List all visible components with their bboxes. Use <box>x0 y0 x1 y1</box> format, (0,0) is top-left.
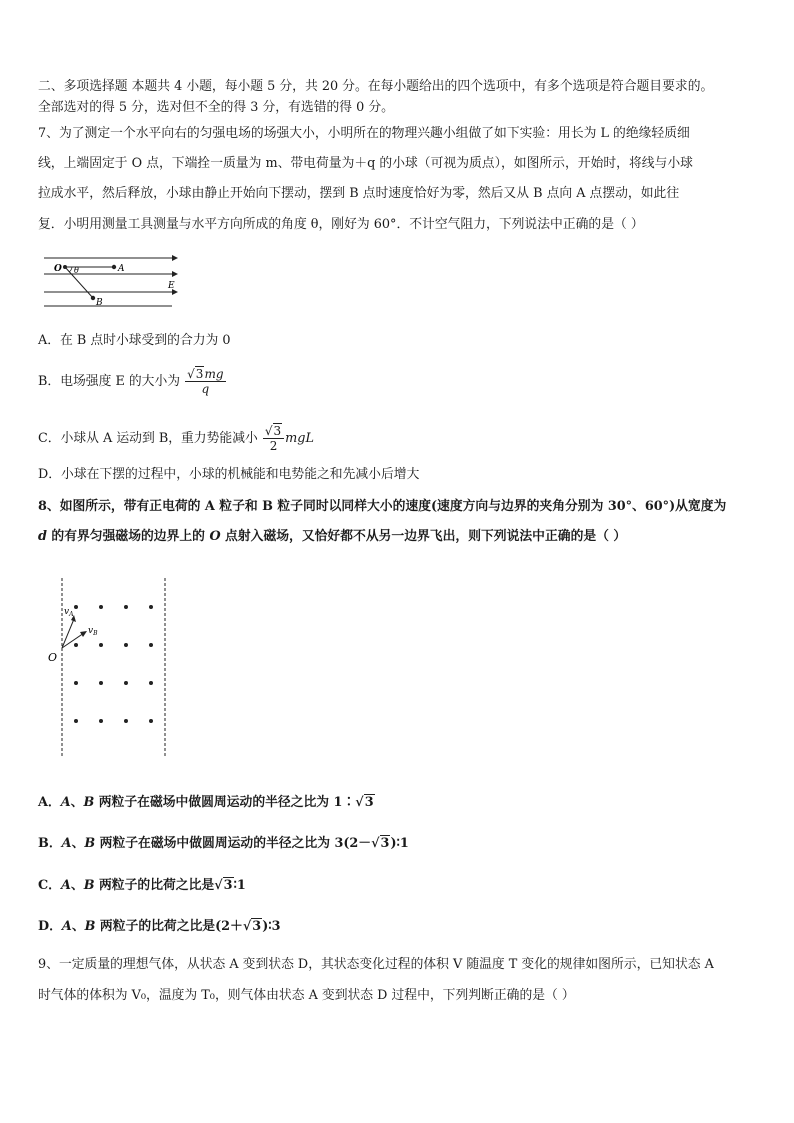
label-e: E <box>168 281 175 291</box>
sqrt-sign: √3 <box>355 795 374 810</box>
q7-stem-line1: 7、为了测定一个水平向右的匀强电场的场强大小，小明所在的物理兴趣小组做了如下实验：用长为 L 的绝缘轻质细 <box>38 126 690 141</box>
field-arrow-2 <box>172 271 178 277</box>
sqrt-sign: √3 <box>242 919 262 934</box>
q7-option-d: D．小球在下摆的过程中，小球的机械能和电势能之和先减小后增大 <box>38 467 420 482</box>
q8-figure <box>44 575 179 760</box>
label-vb: $v_B$ <box>88 626 98 637</box>
label-o: O <box>54 264 62 274</box>
pivot-point-o <box>63 265 67 269</box>
q9-stem-line1: 9、一定质量的理想气体，从状态 A 变到状态 D，其状态变化过程的体积 V 随温度 T 变化的规律如图所示，已知状态 A <box>38 957 714 972</box>
section-heading-line2: 全部选对的得 5 分，选对但不全的得 3 分，有选错的得 0 分。 <box>38 100 394 115</box>
label-o: O <box>48 651 58 664</box>
q7-option-b <box>38 368 227 395</box>
q7-option-c-fraction: $\frac{√3}{2}$ <box>263 425 284 452</box>
q7-option-c <box>38 425 314 452</box>
ball-a <box>112 265 116 269</box>
sqrt-sign: √3 <box>187 367 204 381</box>
q8-option-a: A．A、B 两粒子在磁场中做圆周运动的半径之比为 1∶√3 <box>38 795 374 810</box>
theta-arc <box>69 267 72 272</box>
section-heading-line1: 二、多项选择题 本题共 4 小题，每小题 5 分，共 20 分。在每小题给出的四个选项中，有多个选项是符合题目要求的。 <box>38 79 714 94</box>
label-b: B <box>96 298 103 308</box>
q7-option-c-prefix: C．小球从 A 运动到 B，重力势能减小 <box>38 431 258 446</box>
q8-option-c: C．A、B 两粒子的比荷之比是√3∶1 <box>38 878 246 893</box>
label-a: A <box>118 264 125 274</box>
q7-option-a: A．在 B 点时小球受到的合力为 0 <box>38 333 231 348</box>
q7-stem-line2: 线，上端固定于 O 点，下端拴一质量为 m、带电荷量为＋q 的小球（可视为质点），如图所示，开始时，将线与小球 <box>38 156 693 171</box>
q7-stem-line4: 复．小明用测量工具测量与水平方向所成的角度 θ，刚好为 60°．不计空气阻力，下列说法中正确的是（ ） <box>38 217 644 232</box>
q8-option-b: B．A、B 两粒子在磁场中做圆周运动的半径之比为 3(2－√3)∶1 <box>38 836 409 851</box>
label-va: $v_A$ <box>64 607 74 618</box>
q9-stem-line2: 时气体的体积为 V₀，温度为 T₀，则气体由状态 A 变到状态 D 过程中，下列判断正确的是（ ） <box>38 988 575 1003</box>
q7-option-b-fraction: $\frac{√3mg}{q}$ <box>187 367 224 396</box>
q7-figure <box>38 250 188 310</box>
q8-stem-line2: d 的有界匀强磁场的边界上的 O 点射入磁场，又恰好都不从另一边界飞出，则下列说法中正确的是（ ） <box>38 529 627 544</box>
q8-option-d: D．A、B 两粒子的比荷之比是(2＋√3)∶3 <box>38 919 281 934</box>
q7-option-b-prefix: B．电场强度 E 的大小为 <box>38 374 181 389</box>
field-arrow-1 <box>172 255 178 261</box>
sqrt-sign: √3 <box>264 424 282 438</box>
q8-stem-line1: 8、如图所示，带有正电荷的 A 粒子和 B 粒子同时以同样大小的速度(速度方向与边界的夹角分别为 30°、60°)从宽度为 <box>38 499 727 514</box>
ball-b <box>91 296 95 300</box>
sqrt-sign: √3 <box>371 836 390 851</box>
sqrt-sign: √3 <box>214 878 233 893</box>
q7-option-c-suffix: mgL <box>285 431 314 446</box>
label-theta: θ <box>74 266 79 275</box>
q7-stem-line3: 拉成水平，然后释放，小球由静止开始向下摆动，摆到 B 点时速度恰好为零，然后又从 B 点向 A 点摆动，如此往 <box>38 186 680 201</box>
magnetic-field-dots <box>74 605 153 723</box>
velocity-b-head <box>80 631 87 637</box>
